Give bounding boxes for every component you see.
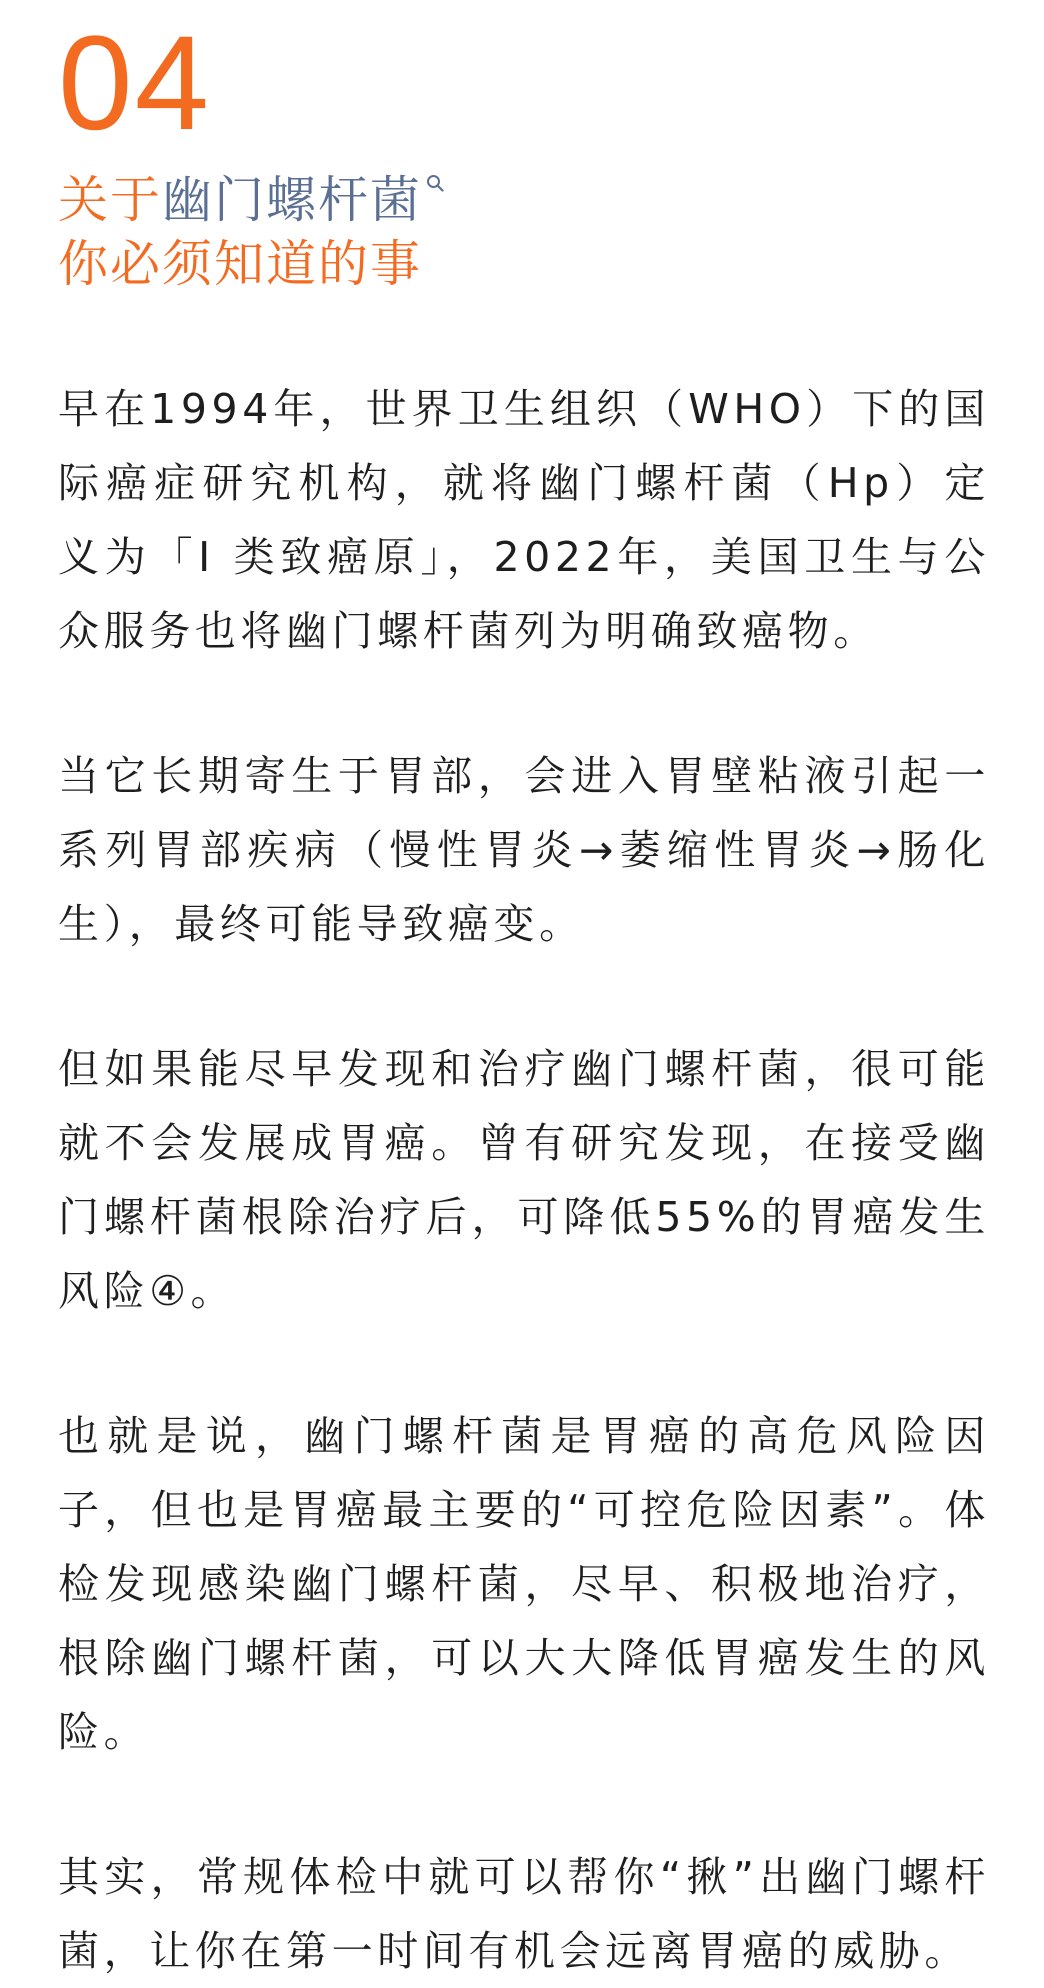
title-line-2: 你必须知道的事 xyxy=(58,235,422,293)
paragraph-2: 当它长期寄生于胃部，会进入胃壁粘液引起一系列胃部疾病（慢性胃炎→萎缩性胃炎→肠化生），最终可能导致癌变。 xyxy=(58,752,990,948)
paragraph-4: 也就是说，幽门螺杆菌是胃癌的高危风险因子，但也是胃癌最主要的“可控危险因素”。体检发现感染幽门螺杆菌，尽早、积极地治疗，根除幽门螺杆菌，可以大大降低胃癌发生的风险。 xyxy=(58,1412,990,1756)
paragraph-5: 其实，常规体检中就可以帮你“揪”出幽门螺杆菌，让你在第一时间有机会远离胃癌的威胁。 xyxy=(58,1853,990,1975)
paragraph-3: 但如果能尽早发现和治疗幽门螺杆菌，很可能就不会发展成胃癌。曾有研究发现，在接受幽门螺杆菌根除治疗后，可降低55%的胃癌发生风险④。 xyxy=(58,1045,990,1315)
title-prefix: 关于 xyxy=(58,171,162,229)
section-number: 04 xyxy=(58,9,212,158)
paragraph-1: 早在1994年，世界卫生组织（WHO）下的国际癌症研究机构，就将幽门螺杆菌（Hp）定义为「I 类致癌原」，2022年，美国卫生与公众服务也将幽门螺杆菌列为明确致癌物。 xyxy=(58,385,990,655)
keyword-link[interactable]: 幽门螺杆菌 xyxy=(162,171,422,229)
article-body xyxy=(58,372,990,1988)
section-title xyxy=(58,168,444,296)
search-icon[interactable] xyxy=(426,174,444,192)
title-line-1 xyxy=(58,168,444,232)
